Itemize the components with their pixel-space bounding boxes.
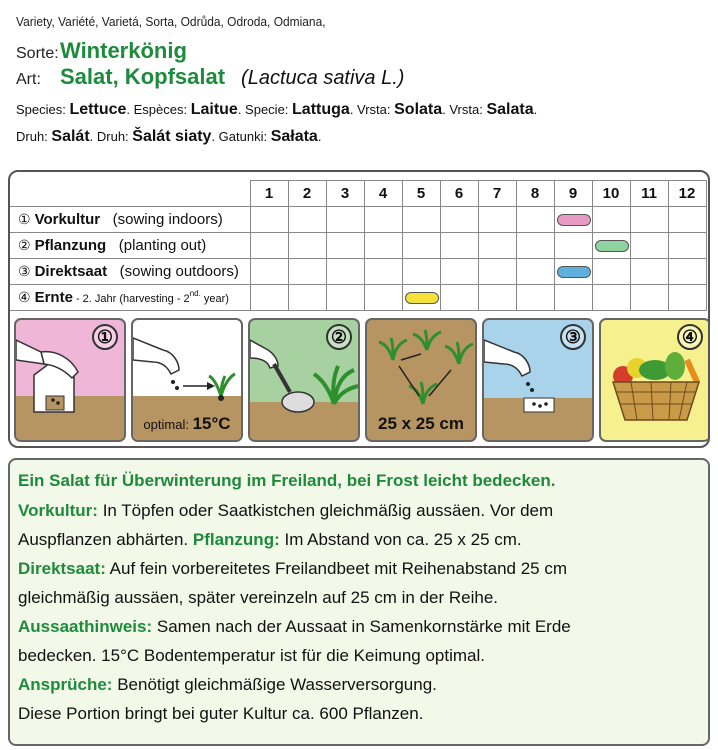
calendar-cell [440, 259, 478, 285]
variety-line [16, 38, 706, 64]
step-number-4: ④ [677, 324, 703, 350]
step-number-3: ③ [560, 324, 586, 350]
instruction-panels [14, 318, 710, 442]
panel-sowing-indoors [14, 318, 126, 442]
calendar-row [10, 259, 706, 285]
calendar-cell [364, 207, 402, 233]
vorkultur-text-2: Auspflanzen abhärten. [18, 530, 193, 549]
species-value: Šalát siaty [132, 128, 212, 145]
calendar-cell [288, 285, 326, 311]
spacing-value: 25 x 25 cm [377, 414, 464, 433]
panel-harvest [599, 318, 710, 442]
species-value: Solata [394, 101, 443, 118]
month-header: 1 [250, 181, 288, 207]
calendar-cell [592, 285, 630, 311]
calendar-cell [478, 233, 516, 259]
row-name: Pflanzung [34, 237, 107, 254]
calendar-cell [288, 259, 326, 285]
sorte-label: Sorte: [16, 45, 59, 62]
calendar-row-label [10, 233, 250, 259]
aussaat-text-1: Samen nach der Aussaat in Samenkornstärke mit Erde [152, 617, 571, 636]
calendar-cell [668, 233, 706, 259]
temperature-value: 15°C [192, 414, 231, 433]
packet-header [16, 12, 706, 148]
species-value: Sałata [270, 128, 318, 145]
step-number-2: ② [326, 324, 352, 350]
row-desc-sup: nd. [189, 289, 201, 298]
species-key: . Vrsta: [349, 102, 395, 117]
calendar-cell [288, 233, 326, 259]
calendar-cell [554, 285, 592, 311]
pflanzung-label: Pflanzung: [192, 530, 280, 549]
calendar-cell [478, 259, 516, 285]
month-header: 6 [440, 181, 478, 207]
month-header: 4 [364, 181, 402, 207]
aussaat-continued: bedecken. 15°C Bodentemperatur ist für die Keimung optimal. [18, 646, 486, 665]
month-header: 10 [592, 181, 630, 207]
calendar-cell [516, 207, 554, 233]
month-header: 9 [554, 181, 592, 207]
species-key: . [317, 129, 322, 144]
species-value: Lattuga [292, 101, 350, 118]
calendar-cell [364, 259, 402, 285]
spacing-caption [367, 414, 475, 434]
species-key: . [533, 102, 538, 117]
temperature-label: optimal: [143, 417, 189, 432]
calendar-period-bar [405, 292, 439, 304]
direktsaat-paragraph [18, 554, 700, 583]
ansprueche-text: Benötigt gleichmäßige Wasserversorgung. [112, 675, 437, 694]
month-header: 7 [478, 181, 516, 207]
calendar-cell [364, 233, 402, 259]
portion-text: Diese Portion bringt bei guter Kultur ca. 600 Pflanzen. [18, 704, 424, 723]
calendar-row [10, 285, 706, 311]
row-desc: (sowing outdoors) [119, 263, 239, 280]
calendar-cell [592, 207, 630, 233]
vorkultur-text-1: In Töpfen oder Saatkistchen gleichmäßig aussäen. Vor dem [97, 501, 554, 520]
aussaat-label: Aussaathinweis: [18, 617, 153, 636]
calendar-period-bar [557, 266, 591, 278]
calendar-cell [516, 259, 554, 285]
row-number: ① [18, 211, 31, 227]
month-header: 12 [668, 181, 706, 207]
direktsaat-continued: gleichmäßig aussäen, später vereinzeln auf 25 cm in der Reihe. [18, 588, 499, 607]
species-line [16, 64, 706, 94]
calendar-cell [554, 207, 592, 233]
calendar-cell [326, 259, 364, 285]
month-header: 2 [288, 181, 326, 207]
calendar-cell [326, 233, 364, 259]
calendar-row-label [10, 259, 250, 285]
row-desc-end: year) [200, 293, 229, 305]
calendar-cell [364, 285, 402, 311]
calendar-cell [630, 259, 668, 285]
panel-temperature [131, 318, 243, 442]
sowing-calendar [8, 170, 710, 448]
calendar-cell [630, 285, 668, 311]
panel-spacing [365, 318, 477, 442]
row-number: ② [18, 237, 31, 253]
calendar-cell [554, 233, 592, 259]
calendar-cell [630, 233, 668, 259]
species-value: Salát [51, 128, 90, 145]
species-translations-1 [16, 98, 706, 121]
calendar-period-bar [557, 214, 591, 226]
common-name: Salat, Kopfsalat [60, 64, 226, 89]
calendar-cell [250, 207, 288, 233]
month-header: 11 [630, 181, 668, 207]
calendar-cell [402, 207, 440, 233]
species-key: . Gatunki: [211, 129, 271, 144]
row-name: Ernte [34, 289, 73, 306]
direktsaat-text-1: Auf fein vorbereitetes Freilandbeet mit Reihenabstand 25 cm [105, 559, 568, 578]
instructions-title: Ein Salat für Überwinterung im Freiland, bei Frost leicht bedecken. [18, 471, 556, 490]
temperature-caption [133, 414, 241, 434]
calendar-cell [250, 259, 288, 285]
species-key: . Druh: [89, 129, 133, 144]
calendar-cell [326, 285, 364, 311]
ansprueche-label: Ansprüche: [18, 675, 113, 694]
species-key: . Vrsta: [442, 102, 487, 117]
calendar-cell [402, 233, 440, 259]
calendar-cell [630, 207, 668, 233]
row-name: Direktsaat [34, 263, 108, 280]
month-header: 8 [516, 181, 554, 207]
pflanzung-paragraph [18, 525, 700, 554]
species-value: Lettuce [69, 101, 127, 118]
calendar-cell [402, 259, 440, 285]
calendar-cell [440, 285, 478, 311]
calendar-row [10, 233, 706, 259]
row-name: Vorkultur [34, 211, 101, 228]
art-label: Art: [16, 71, 41, 88]
calendar-cell [668, 285, 706, 311]
calendar-cell [592, 259, 630, 285]
row-desc: (sowing indoors) [112, 211, 223, 228]
calendar-cell [440, 207, 478, 233]
species-translations-2 [16, 125, 706, 148]
row-desc: - 2. Jahr (harvesting - 2 [72, 293, 190, 305]
species-value: Salata [486, 101, 534, 118]
calendar-cell [554, 259, 592, 285]
vorkultur-label: Vorkultur: [18, 501, 98, 520]
calendar-cell [478, 207, 516, 233]
row-number: ④ [18, 289, 31, 305]
species-key: Druh: [16, 129, 52, 144]
aussaat-paragraph [18, 612, 700, 641]
instructions-text [8, 458, 710, 746]
species-value: Laitue [190, 101, 238, 118]
calendar-cell [668, 207, 706, 233]
direktsaat-label: Direktsaat: [18, 559, 106, 578]
variety-languages: Variety, Variété, Varietá, Sorta, Odrůda, Odroda, Odmiana, [16, 14, 326, 29]
calendar-row-label [10, 285, 250, 311]
row-number: ③ [18, 263, 31, 279]
calendar-cell [478, 285, 516, 311]
calendar-cell [440, 233, 478, 259]
row-desc: (planting out) [118, 237, 207, 254]
pflanzung-text: Im Abstand von ca. 25 x 25 cm. [279, 530, 522, 549]
calendar-cell [402, 285, 440, 311]
calendar-cell [288, 207, 326, 233]
calendar-cell [592, 233, 630, 259]
calendar-table [10, 180, 707, 311]
month-header: 5 [402, 181, 440, 207]
calendar-cell [250, 285, 288, 311]
vorkultur-paragraph [18, 496, 700, 525]
calendar-cell [326, 207, 364, 233]
ansprueche-paragraph [18, 670, 700, 699]
step-number-1: ① [92, 324, 118, 350]
calendar-row-label [10, 207, 250, 233]
calendar-cell [250, 233, 288, 259]
calendar-cell [516, 233, 554, 259]
calendar-row [10, 207, 706, 233]
panel-planting-out [248, 318, 360, 442]
calendar-period-bar [595, 240, 629, 252]
panel-direct-sowing [482, 318, 594, 442]
calendar-cell [668, 259, 706, 285]
species-key: Species: [16, 102, 70, 117]
latin-name: (Lactuca sativa L.) [241, 67, 405, 89]
month-header: 3 [326, 181, 364, 207]
species-key: . Specie: [237, 102, 293, 117]
calendar-cell [516, 285, 554, 311]
species-key: . Espèces: [126, 102, 191, 117]
variety-name: Winterkönig [60, 38, 187, 63]
